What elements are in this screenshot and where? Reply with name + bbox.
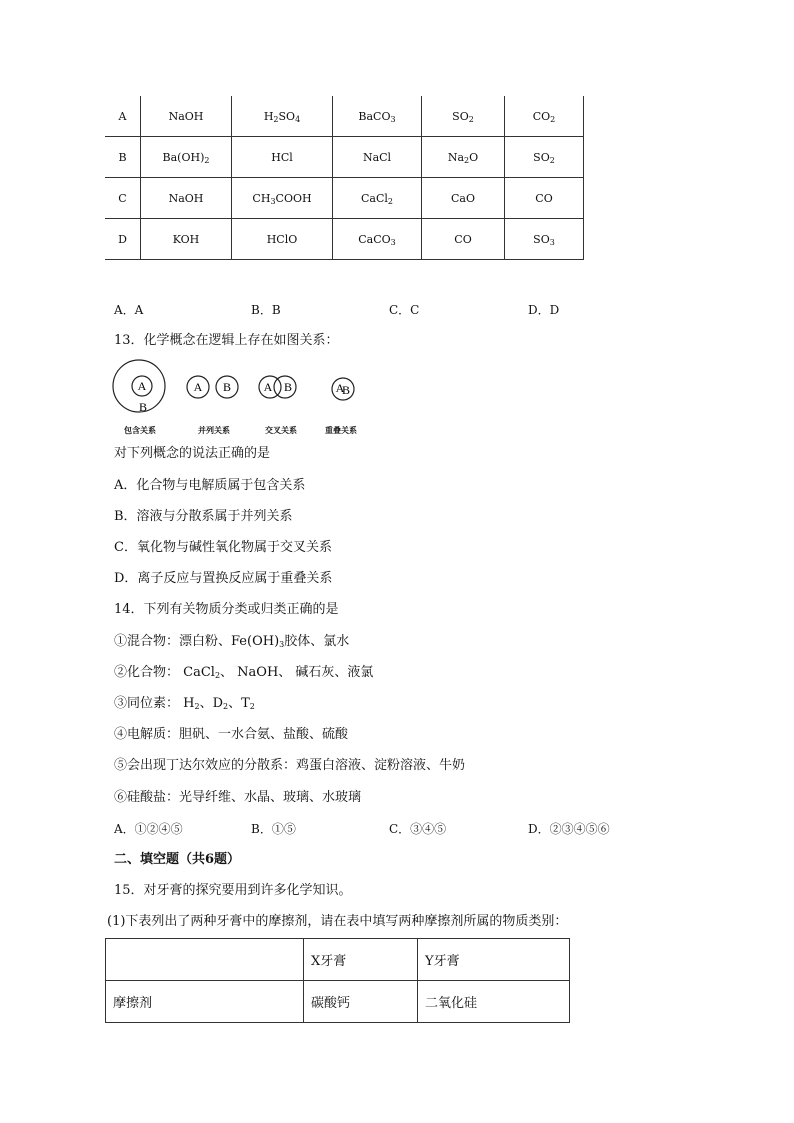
table-row	[105, 178, 584, 219]
formula-text: KOH	[172, 232, 200, 246]
formula-text: BaCO	[358, 109, 391, 123]
subscript: 3	[270, 196, 276, 206]
subscript: 2	[550, 114, 556, 124]
q15-sub1: (1)下表列出了两种牙膏中的摩擦剂，请在表中填写两种摩擦剂所属的物质类别：	[107, 914, 568, 929]
q15-stem: 15．对牙膏的探究要用到许多化学知识。	[114, 883, 352, 898]
classification-table	[105, 96, 584, 260]
venn-diagrams	[110, 356, 370, 422]
venn-letter: B	[222, 380, 232, 394]
subscript: 3	[549, 237, 555, 247]
formula-text: HClO	[266, 232, 298, 246]
table-cell	[141, 137, 232, 178]
formula-text: CaO	[451, 191, 475, 205]
row-label	[105, 137, 141, 178]
table-cell: 碳酸钙	[304, 981, 418, 1023]
table-cell	[422, 96, 505, 137]
formula-text: D	[118, 232, 127, 246]
row-label	[105, 178, 141, 219]
q14-item-6: ⑥硅酸盐：光导纤维、水晶、玻璃、水玻璃	[114, 790, 362, 805]
subscript: 2	[204, 155, 210, 165]
table-row	[105, 219, 584, 260]
venn-containment	[113, 360, 165, 414]
formula-text: O	[469, 150, 479, 164]
q14-item-5: ⑤会出现丁达尔效应的分散系：鸡蛋白溶液、淀粉溶液、牛奶	[114, 758, 466, 773]
q14-option-d: D．②③④⑤⑥	[528, 822, 610, 836]
table-row	[105, 137, 584, 178]
q12-option-c: C．C	[389, 303, 420, 317]
subscript: 3	[390, 114, 396, 124]
q14-option-b: B．①⑤	[251, 822, 296, 836]
subscript: 2	[387, 196, 393, 206]
formula-text: SO	[533, 150, 550, 164]
toothpaste-table	[105, 938, 570, 1023]
formula-text: NaCl	[362, 150, 392, 164]
q13-option-d: D．离子反应与置换反应属于重叠关系	[114, 571, 333, 586]
formula-text: B	[118, 150, 127, 164]
q13-option-b: B．溶液与分散系属于并列关系	[114, 509, 293, 524]
formula-text: CO	[535, 191, 553, 205]
table-cell	[232, 137, 333, 178]
formula-text: COOH	[275, 191, 312, 205]
table-cell	[505, 219, 584, 260]
q14-option-a: A．①②④⑤	[114, 822, 183, 836]
table-cell	[505, 96, 584, 137]
formula-text: SO	[452, 109, 469, 123]
table-cell	[333, 137, 422, 178]
formula-text: HCl	[271, 150, 293, 164]
table-cell: X牙膏	[304, 939, 418, 981]
table-cell: 摩擦剂	[106, 981, 304, 1023]
table-cell	[141, 96, 232, 137]
table-cell	[232, 178, 333, 219]
table-cell	[422, 178, 505, 219]
q13-prompt: 对下列概念的说法正确的是	[114, 446, 271, 461]
table-cell	[505, 178, 584, 219]
formula-text: Na	[447, 150, 465, 164]
formula-text: CaCO	[358, 232, 391, 246]
venn-label-containment: 包含关系	[124, 425, 156, 435]
subscript: 4	[295, 114, 301, 124]
formula-text: NaOH	[168, 109, 204, 123]
table-cell	[333, 219, 422, 260]
q14-option-c: C．③④⑤	[389, 822, 447, 836]
table-row	[106, 981, 570, 1023]
q12-option-d: D．D	[528, 303, 560, 317]
formula-text: NaOH	[168, 191, 204, 205]
row-label	[105, 96, 141, 137]
formula-text: SO	[533, 232, 550, 246]
subscript: 2	[273, 114, 279, 124]
table-cell	[333, 178, 422, 219]
q13-option-c: C．氧化物与碱性氧化物属于交叉关系	[114, 540, 332, 555]
table-cell	[422, 137, 505, 178]
venn-label-intersection: 交叉关系	[265, 425, 297, 435]
venn-label-parallel: 并列关系	[198, 425, 230, 435]
table-row	[105, 96, 584, 137]
table-cell	[141, 219, 232, 260]
table-cell	[232, 219, 333, 260]
formula-text: CO	[454, 232, 472, 246]
venn-letter: B	[341, 383, 351, 397]
venn-intersection	[259, 376, 296, 398]
venn-label-overlap: 重叠关系	[325, 425, 357, 435]
table-cell	[333, 96, 422, 137]
table-cell	[505, 137, 584, 178]
venn-parallel	[187, 376, 238, 398]
section-heading: 二、填空题（共6题）	[114, 852, 241, 867]
table-cell: Y牙膏	[418, 939, 570, 981]
subscript: 2	[464, 155, 470, 165]
venn-overlap	[332, 378, 354, 400]
formula-text: CH	[252, 191, 271, 205]
formula-text: CaCl	[360, 191, 388, 205]
formula-text: CO	[532, 109, 551, 123]
q14-item-1: ①混合物：漂白粉、$Fe(OH)_3$胶体、氯水	[114, 634, 350, 649]
formula-text: H	[263, 109, 274, 123]
q13-stem: 13．化学概念在逻辑上存在如图关系：	[114, 333, 339, 348]
subscript: 3	[390, 237, 396, 247]
q12-option-b: B．B	[251, 303, 281, 317]
q14-item-2: ②化合物： CaCl$_2$、 NaOH、 碱石灰、液氯	[114, 665, 374, 680]
q14-stem: 14．下列有关物质分类或归类正确的是	[114, 602, 339, 617]
venn-letter: A	[137, 379, 147, 393]
subscript: 2	[468, 114, 474, 124]
venn-letter: A	[193, 380, 203, 394]
formula-text: Ba(OH)	[162, 150, 205, 164]
row-label	[105, 219, 141, 260]
subscript: 2	[549, 155, 555, 165]
venn-letter: A	[335, 381, 345, 395]
venn-letter: A	[263, 380, 273, 394]
table-cell	[106, 939, 304, 981]
table-cell	[232, 96, 333, 137]
formula-text: SO	[278, 109, 296, 123]
formula-text: A	[118, 109, 127, 123]
q14-item-4: ④电解质：胆矾、一水合氨、盐酸、硫酸	[114, 727, 349, 742]
venn-letter: B	[138, 400, 148, 414]
q14-item-3: ③同位素： $H_2$、$D_2$、$T_2$	[114, 696, 255, 711]
formula-text: C	[118, 191, 127, 205]
q13-option-a: A．化合物与电解质属于包含关系	[114, 478, 306, 493]
table-cell	[141, 178, 232, 219]
q12-option-a: A．A	[114, 303, 144, 317]
table-cell	[422, 219, 505, 260]
table-row	[106, 939, 570, 981]
venn-letter: B	[283, 380, 293, 394]
table-cell: 二氧化硅	[418, 981, 570, 1023]
